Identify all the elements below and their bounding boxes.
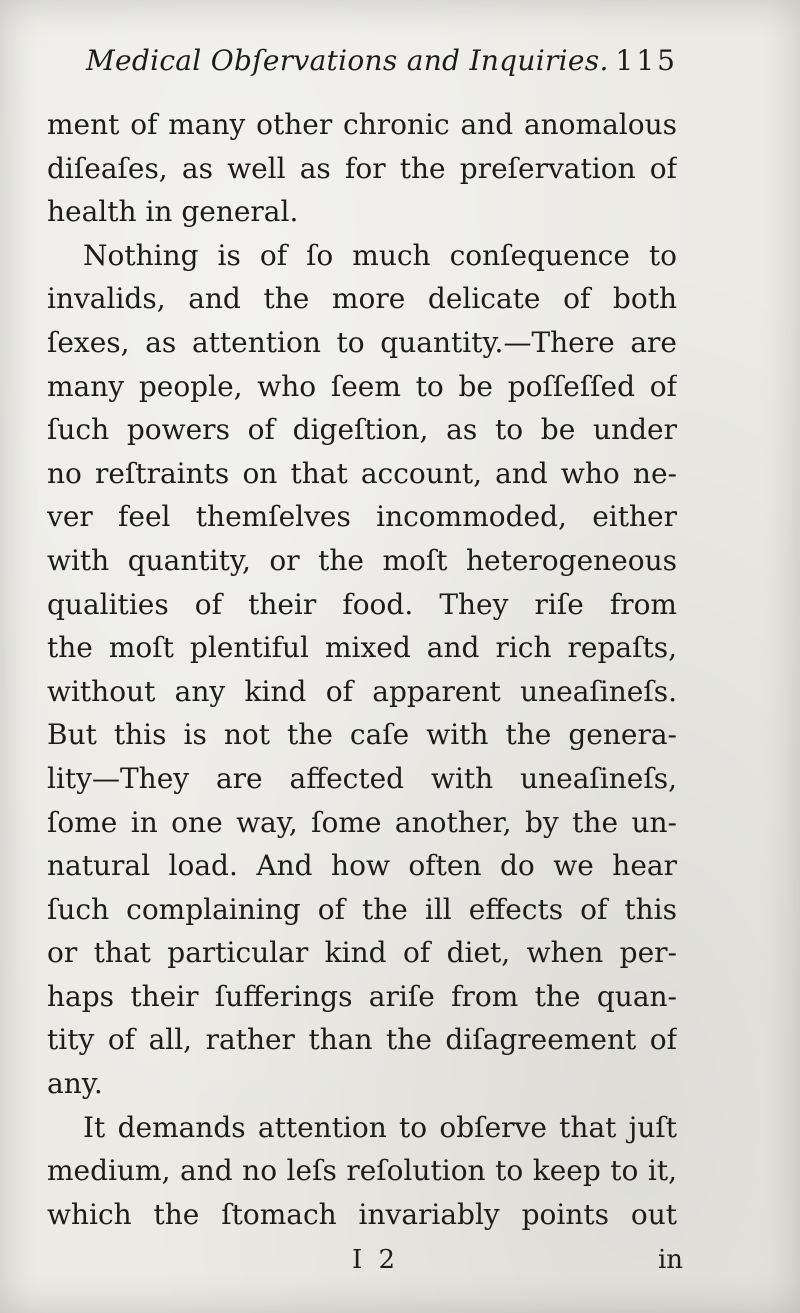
text-line: no reſtraints on that account, and who ne- [47, 456, 677, 490]
text-line: ſuch powers of digeſtion, as to be under [47, 413, 677, 447]
text-line: health in general. [47, 195, 299, 229]
signature-mark: I 2 [352, 1245, 400, 1275]
text-line: ver feel themſelves incommoded, either [47, 500, 677, 534]
text-line: ſome in one way, ſome another, by the un- [47, 805, 677, 839]
body-text [47, 103, 677, 1236]
text-line: which the ſtomach invariably points out [47, 1197, 677, 1231]
catchword: in [657, 1245, 683, 1275]
running-head-title: Medical Obſervations and Inquiries. [86, 44, 609, 77]
text-line: natural load. And how often do we hear [47, 849, 677, 883]
text-line: haps their ſufferings ariſe from the quan- [47, 979, 677, 1013]
text-line: ſexes, as attention to quantity.—There are [47, 325, 677, 359]
text-line: any. [47, 1067, 103, 1101]
running-head [86, 38, 678, 84]
text-line: ſuch complaining of the ill effects of this [47, 892, 677, 926]
text-line: tity of all, rather than the diſagreement of [47, 1023, 677, 1057]
text-line: the moſt plentiful mixed and rich repaſts, [47, 631, 677, 665]
text-line: without any kind of apparent uneaſineſs. [47, 674, 677, 708]
text-line: qualities of their food. They riſe from [47, 587, 677, 621]
page-footer [47, 1240, 683, 1280]
text-line: or that particular kind of diet, when per- [47, 936, 677, 970]
text-line: ment of many other chronic and anomalous [47, 108, 677, 141]
text-line: It demands attention to obſerve that juſt [83, 1110, 677, 1144]
text-line: Nothing is of ſo much conſequence to [83, 238, 677, 272]
page-number: 115 [615, 44, 678, 77]
text-line: diſeaſes, as well as for the preſervation of [47, 151, 677, 185]
text-line: But this is not the caſe with the genera- [47, 718, 677, 752]
text-line: with quantity, or the moſt heterogeneous [47, 543, 677, 577]
text-line: invalids, and the more delicate of both [47, 282, 677, 316]
text-line: many people, who ſeem to be poſſeſſed of [47, 369, 677, 403]
text-line: medium, and no leſs reſolution to keep to it, [47, 1154, 677, 1188]
text-line: lity—They are affected with uneaſineſs, [47, 761, 677, 795]
